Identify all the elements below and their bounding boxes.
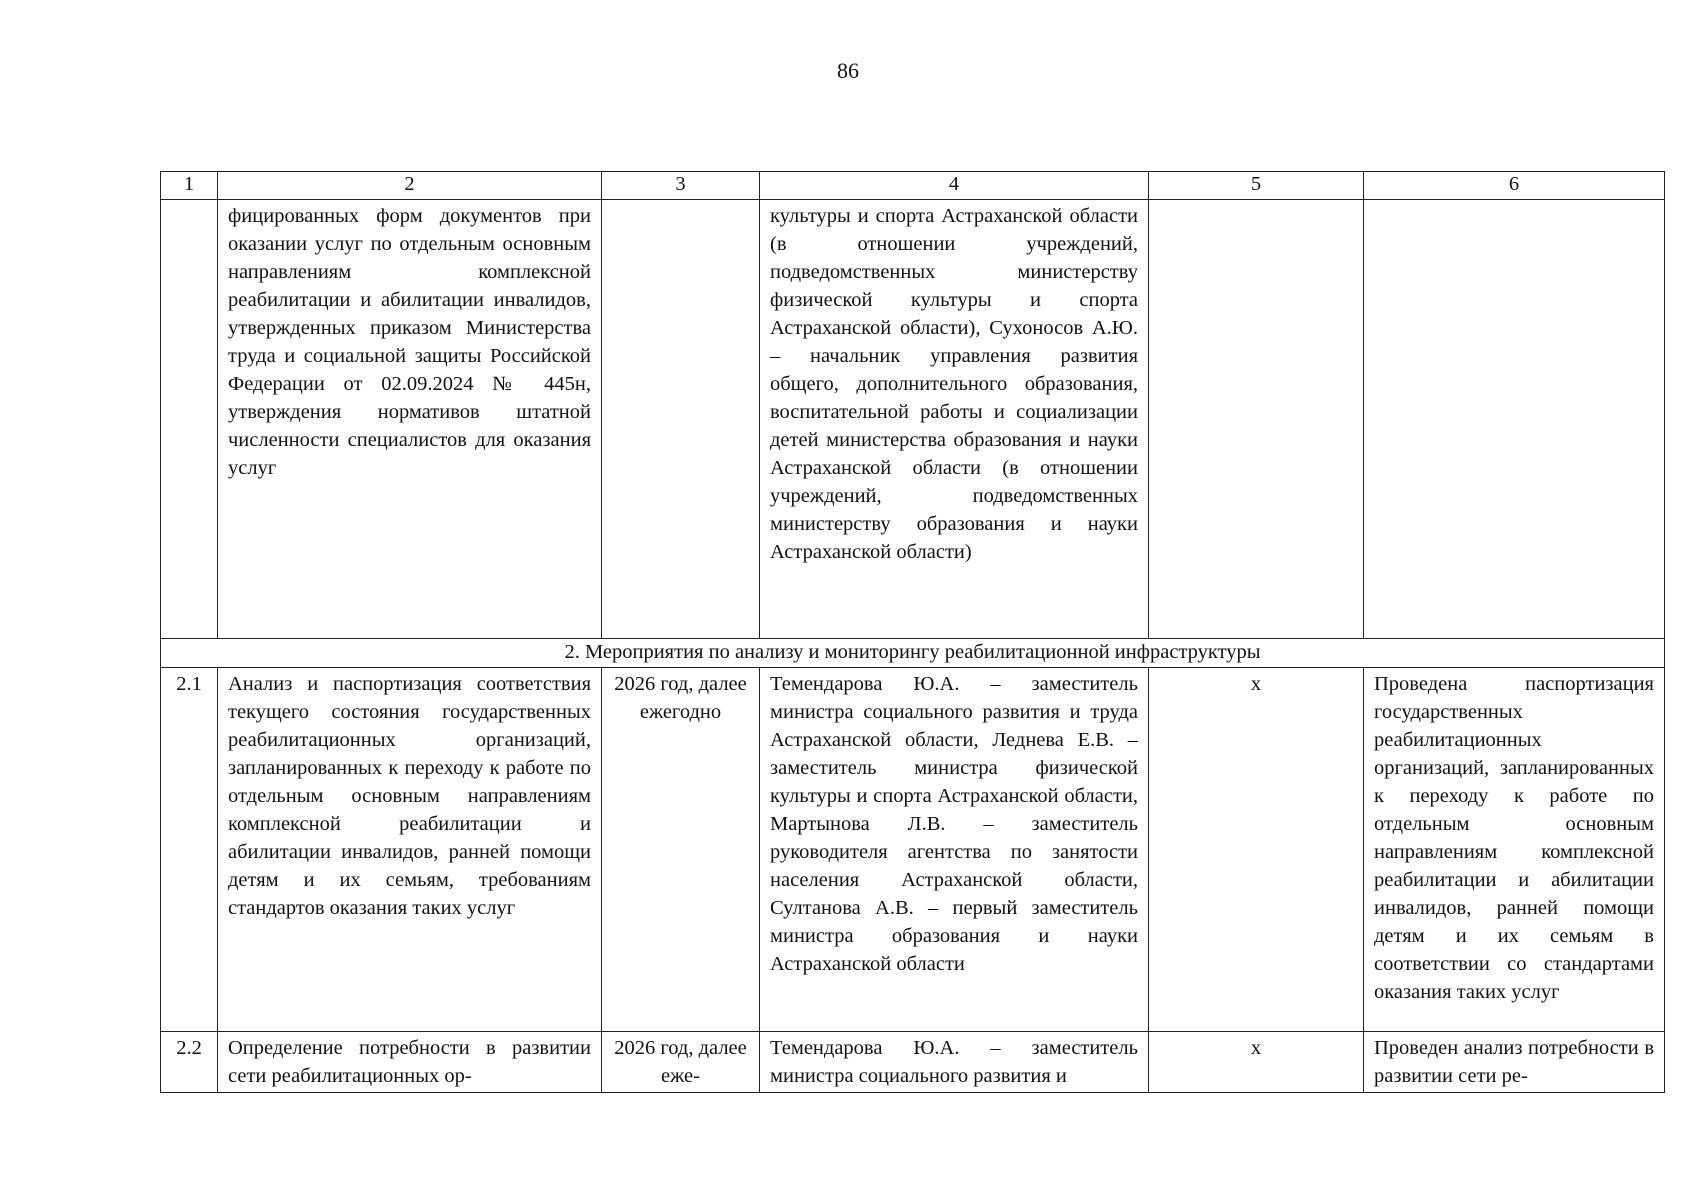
- table-row: [161, 668, 1665, 1032]
- result-cell: [1364, 200, 1665, 639]
- plan-table: [160, 171, 1665, 1093]
- page-number: 86: [837, 58, 859, 83]
- col5-cell: х: [1149, 1032, 1364, 1093]
- column-number-5: 5: [1149, 172, 1364, 200]
- result-cell: Проведена паспортизация государственных реабилитационных организаций, запланированных к переходу к работе по отдельным основным направлениям комплексной реабилитации и абилитации инвалидов, ранней помощи детям и их семьям в соответствии со стандартами оказания таких услуг: [1364, 668, 1665, 1032]
- activity-name-cell: Определение потребности в развитии сети реабилитационных ор-: [218, 1032, 602, 1093]
- responsible-cell: культуры и спорта Астраханской области (в отношении учреждений, подведомственных министерству физической культуры и спорта Астраханской области), Сухоносов А.Ю. – начальник управления развития общего, дополнительного образования, воспитательной работы и социализации детей министерства образования и науки Астраханской области (в отношении учреждений, подведомственных министерству образования и науки Астраханской области): [760, 200, 1149, 639]
- row-number-cell: 2.2: [161, 1032, 218, 1093]
- section-title: 2. Мероприятия по анализу и мониторингу реабилитационной инфраструктуры: [161, 639, 1665, 668]
- result-cell: Проведен анализ потребности в развитии сети ре-: [1364, 1032, 1665, 1093]
- col5-cell: [1149, 200, 1364, 639]
- table-row: [161, 1032, 1665, 1093]
- responsible-cell: Темендарова Ю.А. – заместитель министра социального развития и труда Астраханской области, Леднева Е.В. – заместитель министра физической культуры и спорта Астраханской области, Мартынова Л.В. – заместитель руководителя агентства по занятости населения Астраханской области, Султанова А.В. – первый заместитель министра образования и науки Астраханской области: [760, 668, 1149, 1032]
- term-cell: 2026 год, далее ежегодно: [602, 668, 760, 1032]
- column-number-4: 4: [760, 172, 1149, 200]
- row-number-cell: 2.1: [161, 668, 218, 1032]
- activity-name-cell: фицированных форм документов при оказании услуг по отдельным основным направлениям комплексной реабилитации и абилитации инвалидов, утвержденных приказом Министерства труда и социальной защиты Российской Федерации от 02.09.2024 № 445н, утверждения нормативов штатной численности специалистов для оказания услуг: [218, 200, 602, 639]
- column-number-6: 6: [1364, 172, 1665, 200]
- column-number-1: 1: [161, 172, 218, 200]
- term-cell: 2026 год, далее еже-: [602, 1032, 760, 1093]
- activity-name-cell: Анализ и паспортизация соответствия текущего состояния государственных реабилитационных организаций, запланированных к переходу к работе по отдельным основным направлениям комплексной реабилитации и абилитации инвалидов, ранней помощи детям и их семьям, требованиям стандартов оказания таких услуг: [218, 668, 602, 1032]
- term-cell: [602, 200, 760, 639]
- row-number-cell: [161, 200, 218, 639]
- column-number-3: 3: [602, 172, 760, 200]
- column-number-2: 2: [218, 172, 602, 200]
- responsible-cell: Темендарова Ю.А. – заместитель министра социального развития и: [760, 1032, 1149, 1093]
- column-number-row: [161, 172, 1665, 200]
- section-heading-row: [161, 639, 1665, 668]
- table-row-continued: [161, 200, 1665, 639]
- col5-cell: х: [1149, 668, 1364, 1032]
